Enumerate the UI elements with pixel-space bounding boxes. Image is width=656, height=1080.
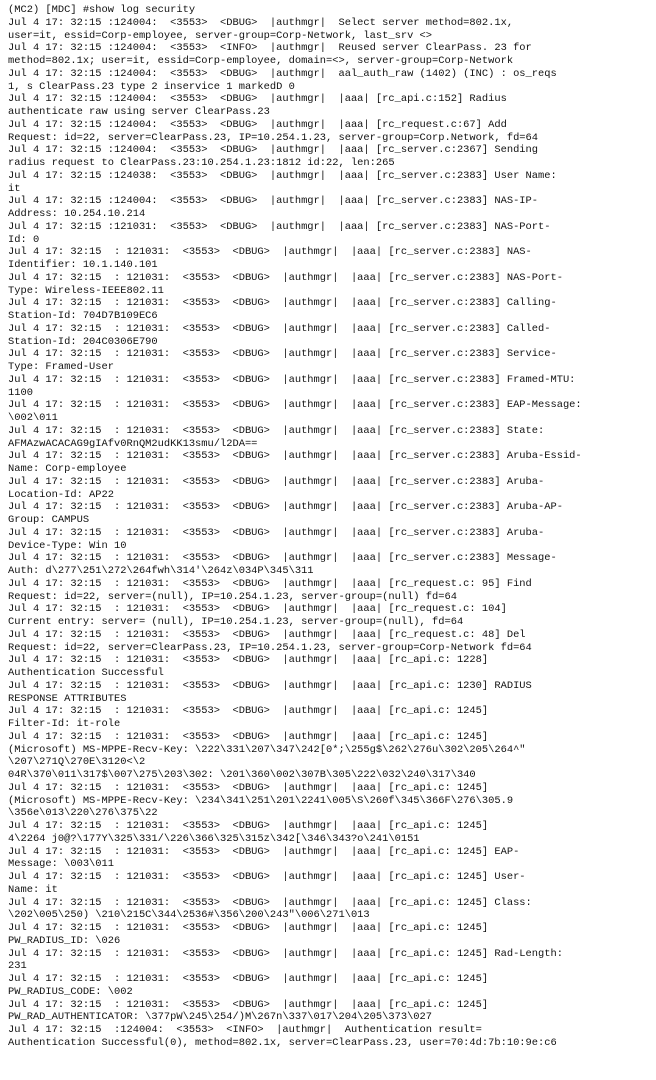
log-line: PW_RAD_AUTHENTICATOR: \377pW\245\254/)M\267n\337\017\204\205\373\027: [8, 1011, 433, 1024]
log-line: radius request to ClearPass.23:10.254.1.23:1812 id:22, len:265: [8, 157, 395, 169]
log-line: Jul 4 17: 32:15 : 121031: <3553> <DBUG> |authmgr| |aaa| [rc_server.c:2383] State:: [8, 424, 545, 437]
log-line: Jul 4 17: 32:15 : 121031: <3553> <DBUG> |authmgr| |aaa| [rc_api.c: 1245]: [8, 973, 489, 985]
log-line: Jul 4 17: 32:15 : 121031: <3553> <DBUG> |authmgr| |aaa| [rc_server.c:2383] Service-: [8, 348, 557, 361]
log-line: PW_RADIUS_CODE: \002: [8, 985, 133, 998]
log-line: \202\005\250) \210\215C\344\2536#\356\200\243"\006\271\013: [8, 909, 370, 922]
log-line: AFMAzwACACAG9gIAfv0RnQM2udKK13smu/l2DA==: [8, 437, 258, 450]
log-line: \002\011: [8, 412, 58, 424]
log-line: Jul 4 17: 32:15 :124004: <3553> <INFO> |authmgr| Authentication result=: [8, 1024, 482, 1036]
log-line: Jul 4 17: 32:15 :124004: <3553> <INFO> |authmgr| Reused server ClearPass. 23 for: [8, 42, 532, 55]
log-line: it: [8, 182, 21, 195]
log-line: Jul 4 17: 32:15 : 121031: <3553> <DBUG> |authmgr| |aaa| [rc_api.c: 1245]: [8, 730, 489, 743]
log-line: 1, s ClearPass.23 type 2 inservice 1 markedD 0: [8, 80, 295, 93]
log-line: Request: id=22, server=(null), IP=10.254.1.23, server-group=(null) fd=64: [8, 590, 457, 603]
log-line: Name: it: [8, 883, 58, 896]
log-line: Jul 4 17: 32:15 : 121031: <3553> <DBUG> |authmgr| |aaa| [rc_api.c: 1245] User-: [8, 871, 526, 883]
log-line: Current entry: server= (null), IP=10.254.1.23, server-group=(null), fd=64: [8, 616, 464, 628]
log-line: Type: Wireless-IEEE802.11: [8, 284, 164, 297]
log-line: Filter-Id: it-role: [8, 718, 121, 730]
log-line: Identifier: 10.1.140.101: [8, 259, 158, 271]
log-line: Jul 4 17: 32:15 : 121031: <3553> <DBUG> |authmgr| |aaa| [rc_server.c:2383] EAP-Message:: [8, 399, 582, 412]
log-line: Jul 4 17: 32:15 : 121031: <3553> <DBUG> |authmgr| |aaa| [rc_api.c: 1245]: [8, 781, 489, 794]
log-line: (Microsoft) MS-MPPE-Recv-Key: \234\341\251\201\2241\005\S\260f\345\366F\276\305.9: [8, 794, 514, 807]
log-line: Jul 4 17: 32:15 : 121031: <3553> <DBUG> |authmgr| |aaa| [rc_server.c:2383] Aruba-AP-: [8, 501, 563, 514]
log-line: Address: 10.254.10.214: [8, 208, 146, 220]
security-log-list: [8, 17, 652, 1050]
log-line: Jul 4 17: 32:15 : 121031: <3553> <DBUG> |authmgr| |aaa| [rc_server.c:2383] NAS-: [8, 246, 532, 259]
log-line: Jul 4 17: 32:15 : 121031: <3553> <DBUG> |authmgr| |aaa| [rc_server.c:2383] Aruba-: [8, 475, 545, 488]
log-line: Jul 4 17: 32:15 : 121031: <3553> <DBUG> |authmgr| |aaa| [rc_server.c:2383] Calling-: [8, 297, 557, 310]
log-line: 4\2264 j0@?\177Y\325\331/\226\366\325\315z\342[\346\343?o\241\0151: [8, 832, 420, 845]
log-line: Jul 4 17: 32:15 :124004: <3553> <DBUG> |authmgr| |aaa| [rc_api.c:152] Radius: [8, 93, 507, 106]
log-line: method=802.1x; user=it, essid=Corp-employee, domain=<>, server-group=Corp-Network: [8, 55, 514, 67]
log-line: PW_RADIUS_ID: \026: [8, 934, 121, 947]
log-line: Id: 0: [8, 233, 40, 246]
log-line: Jul 4 17: 32:15 : 121031: <3553> <DBUG> |authmgr| |aaa| [rc_server.c:2383] NAS-Port-: [8, 271, 563, 284]
log-line: Jul 4 17: 32:15 :124004: <3553> <DBUG> |authmgr| Select server method=802.1x,: [8, 16, 514, 29]
log-line: Jul 4 17: 32:15 : 121031: <3553> <DBUG> |authmgr| |aaa| [rc_api.c: 1230] RADIUS: [8, 679, 532, 692]
log-line: Name: Corp-employee: [8, 463, 127, 475]
log-line: Device-Type: Win 10: [8, 539, 127, 552]
log-line: Jul 4 17: 32:15 : 121031: <3553> <DBUG> |authmgr| |aaa| [rc_api.c: 1245]: [8, 998, 489, 1011]
log-line: Jul 4 17: 32:15 : 121031: <3553> <DBUG> |authmgr| |aaa| [rc_request.c: 48] Del: [8, 628, 526, 641]
log-line: Jul 4 17: 32:15 : 121031: <3553> <DBUG> |authmgr| |aaa| [rc_request.c: 104]: [8, 603, 507, 616]
log-line: \207\271Q\270E\3120<\2: [8, 756, 146, 769]
log-line: Request: id=22, server=ClearPass.23, IP=10.254.1.23, server-group=Corp.Network, fd=64: [8, 131, 539, 144]
log-line: 1100: [8, 386, 33, 399]
log-line: Jul 4 17: 32:15 :124038: <3553> <DBUG> |authmgr| |aaa| [rc_server.c:2383] User Name:: [8, 169, 557, 182]
log-line: Authentication Successful: [8, 667, 164, 679]
command-prompt: (MC2) [MDC] #show log security: [8, 4, 196, 16]
log-line: Authentication Successful(0), method=802.1x, server=ClearPass.23, user=70:4d:7b:10:9e:c6: [8, 1036, 557, 1049]
log-line: \356e\013\220\276\375\22: [8, 807, 158, 820]
log-line: Auth: d\277\251\272\264fwh\314'\264z\034P\345\311: [8, 565, 314, 577]
log-line: Jul 4 17: 32:15 : 121031: <3553> <DBUG> |authmgr| |aaa| [rc_api.c: 1245] Rad-Length:: [8, 947, 563, 960]
log-line: Jul 4 17: 32:15 :124004: <3553> <DBUG> |authmgr| |aaa| [rc_server.c:2367] Sending: [8, 144, 539, 157]
log-line: Station-Id: 204C0306E790: [8, 335, 158, 348]
log-line: Jul 4 17: 32:15 : 121031: <3553> <DBUG> |authmgr| |aaa| [rc_server.c:2383] Framed-MTU:: [8, 373, 576, 386]
log-line: Location-Id: AP22: [8, 488, 115, 501]
log-line: 04R\370\011\317$\007\275\203\302: \201\360\002\307B\305\222\032\240\317\340: [8, 769, 476, 781]
log-line: Jul 4 17: 32:15 : 121031: <3553> <DBUG> |authmgr| |aaa| [rc_api.c: 1245]: [8, 705, 489, 718]
log-line: Jul 4 17: 32:15 : 121031: <3553> <DBUG> |authmgr| |aaa| [rc_server.c:2383] Aruba-: [8, 526, 545, 539]
log-line: Jul 4 17: 32:15 :124004: <3553> <DBUG> |authmgr| |aaa| [rc_server.c:2383] NAS-IP-: [8, 195, 539, 208]
log-line: Jul 4 17: 32:15 : 121031: <3553> <DBUG> |authmgr| |aaa| [rc_api.c: 1245]: [8, 922, 489, 934]
log-line: user=it, essid=Corp-employee, server-group=Corp-Network, last_srv <>: [8, 29, 433, 42]
log-line: Jul 4 17: 32:15 : 121031: <3553> <DBUG> |authmgr| |aaa| [rc_api.c: 1245]: [8, 820, 489, 832]
log-line: Jul 4 17: 32:15 : 121031: <3553> <DBUG> |authmgr| |aaa| [rc_request.c: 95] Find: [8, 577, 532, 590]
log-line: Jul 4 17: 32:15 : 121031: <3553> <DBUG> |authmgr| |aaa| [rc_server.c:2383] Message-: [8, 552, 557, 565]
log-line: Jul 4 17: 32:15 : 121031: <3553> <DBUG> |authmgr| |aaa| [rc_server.c:2383] Aruba-Essid-: [8, 450, 582, 463]
log-line: Message: \003\011: [8, 858, 115, 871]
log-line: Jul 4 17: 32:15 : 121031: <3553> <DBUG> |authmgr| |aaa| [rc_api.c: 1245] EAP-: [8, 845, 520, 858]
log-line: Group: CAMPUS: [8, 514, 90, 526]
log-line: Jul 4 17: 32:15 : 121031: <3553> <DBUG> |authmgr| |aaa| [rc_api.c: 1245] Class:: [8, 896, 532, 909]
log-line: Jul 4 17: 32:15 : 121031: <3553> <DBUG> |authmgr| |aaa| [rc_api.c: 1228]: [8, 654, 489, 667]
log-line: Jul 4 17: 32:15 :121031: <3553> <DBUG> |authmgr| |aaa| [rc_server.c:2383] NAS-Port-: [8, 220, 551, 233]
log-line: Jul 4 17: 32:15 :124004: <3553> <DBUG> |authmgr| aal_auth_raw (1402) (INC) : os_reqs: [8, 67, 557, 80]
log-line: Station-Id: 704D7B109EC6: [8, 310, 158, 322]
log-line: authenticate raw using server ClearPass.23: [8, 106, 270, 118]
log-line: Jul 4 17: 32:15 :124004: <3553> <DBUG> |authmgr| |aaa| [rc_request.c:67] Add: [8, 118, 507, 131]
log-line: Request: id=22, server=ClearPass.23, IP=10.254.1.23, server-group=Corp-Network fd=64: [8, 641, 532, 654]
log-line: Type: Framed-User: [8, 361, 115, 373]
log-line: 231: [8, 960, 27, 973]
log-line: (Microsoft) MS-MPPE-Recv-Key: \222\331\207\347\242[0*;\255g$\262\276u\302\205\264^": [8, 743, 526, 756]
log-line: RESPONSE ATTRIBUTES: [8, 692, 127, 705]
log-line: Jul 4 17: 32:15 : 121031: <3553> <DBUG> |authmgr| |aaa| [rc_server.c:2383] Called-: [8, 322, 551, 335]
